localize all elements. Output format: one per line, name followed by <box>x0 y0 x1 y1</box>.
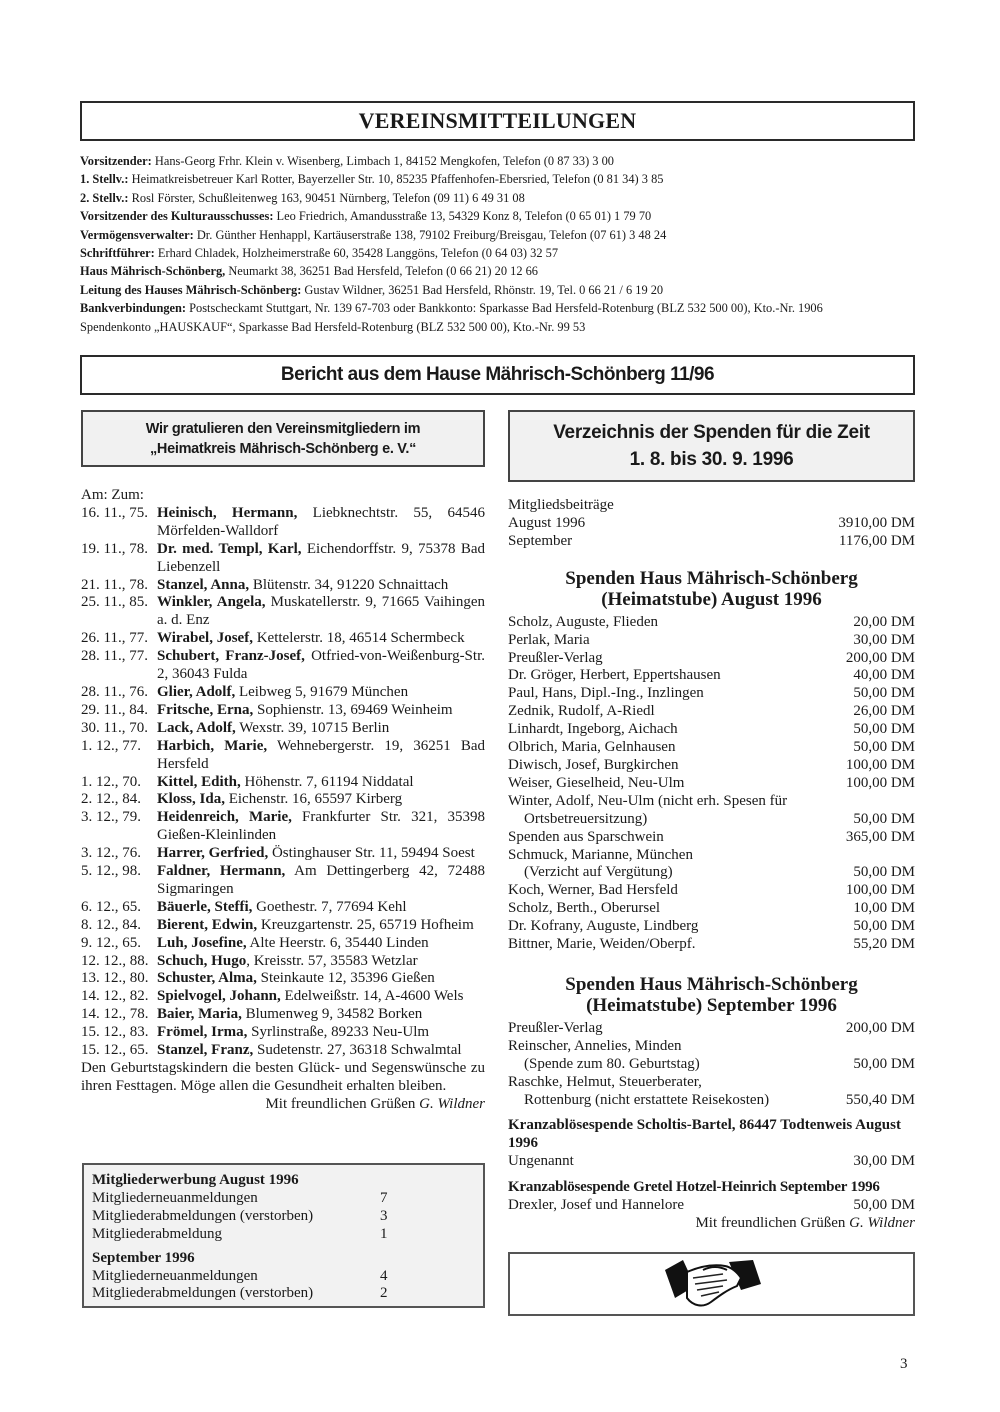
info-text: Spendenkonto „HAUSKAUF“, Sparkasse Bad Hersfeld-Rotenburg (BLZ 532 500 00), Kto.-Nr. 99 53 <box>80 319 586 334</box>
birthday-entry <box>81 774 485 792</box>
donation-row <box>508 703 915 721</box>
member-address: Eichendorffstr. 9, 75378 Bad Liebenzell <box>157 540 485 575</box>
birthday-date: 14. 12., 82. <box>81 988 149 1005</box>
birthday-entry <box>81 809 485 845</box>
handshake-illustration-box <box>508 1252 915 1316</box>
section-title-line1: Spenden Haus Mährisch-Schönberg <box>565 973 858 995</box>
member-address: Sophienstr. 13, 69469 Weinheim <box>253 701 453 718</box>
dues-title: Mitgliedsbeiträge <box>508 497 614 513</box>
member-address: Goethestr. 7, 77694 Kehl <box>252 898 407 915</box>
donation-label-cont: Rottenburg (nicht erstattete Reisekosten) <box>524 1091 770 1108</box>
birthday-date: 2. 12., 84. <box>81 791 141 808</box>
info-row <box>80 207 925 225</box>
birthday-entry <box>81 577 485 595</box>
donation-row <box>508 632 915 650</box>
section-title-line1: Spenden Haus Mährisch-Schönberg <box>565 567 858 589</box>
member-name: Dr. med. Templ, Karl, <box>157 540 302 557</box>
birthday-date: 14. 12., 78. <box>81 1006 149 1023</box>
donation-amount: 50,00 DM <box>853 918 915 935</box>
birthday-entry <box>81 917 485 935</box>
signature-prefix: Mit freundlichen Grüßen <box>695 1215 850 1231</box>
member-name: Harrer, Gerfried, <box>157 845 269 862</box>
donation-row-multiline <box>508 847 915 883</box>
donation-label: Bittner, Marie, Weiden/Oberpf. <box>508 936 696 953</box>
birthday-entry <box>81 505 485 541</box>
member-address: Alte Heerstr. 6, 35440 Linden <box>246 934 429 951</box>
birthday-date: 12. 12., 88. <box>81 952 149 969</box>
member-address: Blütenstr. 34, 91220 Schnaittach <box>249 576 449 593</box>
birthday-date: 13. 12., 80. <box>81 970 149 987</box>
donation-row <box>508 1020 915 1038</box>
info-label: 2. Stellv.: <box>80 190 129 205</box>
donation-label: Scholz, Auguste, Flieden <box>508 613 658 630</box>
birthday-date: 15. 12., 83. <box>81 1024 149 1041</box>
member-name: Faldner, Hermann, <box>157 863 286 880</box>
donation-amount: 200,00 DM <box>845 1019 915 1036</box>
birthday-list <box>81 487 485 1114</box>
birthday-date: 3. 12., 79. <box>81 809 141 826</box>
donation-row-multiline <box>508 1074 915 1110</box>
donation-label-cont: (Spende zum 80. Geburtstag) <box>524 1055 700 1072</box>
birthday-date: 28. 11., 77. <box>81 648 148 665</box>
info-label: Vorsitzender des Kulturausschusses: <box>80 209 274 224</box>
member-address: Eichenstr. 16, 65597 Kirberg <box>224 791 403 808</box>
birthday-entry <box>81 863 485 899</box>
membership-label: Mitgliederabmeldungen (verstorben) <box>92 1207 314 1224</box>
info-label: Schriftführer: <box>80 246 155 261</box>
birthday-date: 29. 11., 84. <box>81 701 148 718</box>
membership-august-title: Mitgliederwerbung August 1996 <box>92 1172 299 1188</box>
birthday-date: 5. 12., 98. <box>81 863 141 880</box>
donation-row <box>508 650 915 668</box>
member-address: Östinghauser Str. 11, 59494 Soest <box>268 845 475 862</box>
donation-label: Diwisch, Josef, Burgkirchen <box>508 756 679 773</box>
donation-label: September <box>508 532 573 549</box>
membership-row <box>92 1226 475 1244</box>
membership-value: 3 <box>380 1207 388 1224</box>
member-address: Wexstr. 39, 10715 Berlin <box>235 719 390 736</box>
report-title-box <box>80 355 915 395</box>
august-donations-title <box>508 568 915 610</box>
donation-label-cont: (Verzicht auf Vergütung) <box>524 864 673 881</box>
membership-row <box>92 1208 475 1226</box>
info-text: Leo Friedrich, Amandusstraße 13, 54329 Konz 8, Telefon (0 65 01) 1 79 70 <box>273 209 652 224</box>
member-name: Bäuerle, Steffi, <box>157 898 253 915</box>
donation-amount: 20,00 DM <box>853 613 915 630</box>
donation-amount: 50,00 DM <box>853 864 915 881</box>
donation-row <box>508 936 915 954</box>
member-name: Lack, Adolf, <box>157 719 236 736</box>
member-name: Luh, Josefine, <box>157 934 247 951</box>
birthday-entry <box>81 702 485 720</box>
info-label: Haus Mährisch-Schönberg, <box>80 264 226 279</box>
member-address: Sudetenstr. 27, 36318 Schwalmtal <box>253 1042 462 1059</box>
info-text: Hans-Georg Frhr. Klein v. Wisenberg, Limbach 1, 84152 Mengkofen, Telefon (0 87 33) 3 00 <box>151 154 614 168</box>
birthday-date: 16. 11., 75. <box>81 504 148 521</box>
membership-value: 1 <box>380 1225 388 1242</box>
section-title-line2: (Heimatstube) September 1996 <box>586 994 837 1016</box>
info-row <box>80 299 925 317</box>
member-name: Stanzel, Anna, <box>157 576 250 593</box>
member-name: Wirabel, Josef, <box>157 630 253 647</box>
donations-heading-line2: 1. 8. bis 30. 9. 1996 <box>629 449 794 470</box>
birthday-entry <box>81 791 485 809</box>
page-title: VEREINSMITTEILUNGEN <box>358 108 637 133</box>
member-address: Syrlinstraße, 89233 Neu-Ulm <box>247 1024 430 1041</box>
report-title: Bericht aus dem Hause Mährisch-Schönberg 11/96 <box>280 364 715 385</box>
donation-amount: 50,00 DM <box>853 721 915 738</box>
birthday-date: 6. 12., 65. <box>81 898 141 915</box>
info-row <box>80 318 925 336</box>
donation-label: Dr. Kofrany, Auguste, Lindberg <box>508 918 699 935</box>
info-label: Leitung des Hauses Mährisch-Schönberg: <box>80 282 302 297</box>
donation-amount: 50,00 DM <box>853 1197 915 1214</box>
donation-label: Raschke, Helmut, Steuerberater, <box>508 1073 702 1090</box>
membership-row <box>92 1190 475 1208</box>
birthday-entry <box>81 594 485 630</box>
kranz-donation-title-2: Kranzablösespende Gretel Hotzel-Heinrich September 1996 <box>508 1179 880 1196</box>
donation-amount: 50,00 DM <box>853 1055 915 1072</box>
member-name: Heidenreich, Marie, <box>157 809 292 826</box>
birthday-entry <box>81 970 485 988</box>
member-name: Heinisch, Hermann, <box>157 504 298 521</box>
donation-amount: 100,00 DM <box>845 756 915 773</box>
donation-row-multiline <box>508 793 915 829</box>
member-address: Otfried-von-Weißenburg-Str. 2, 36043 Fulda <box>157 648 485 683</box>
birthday-entry <box>81 720 485 738</box>
birthday-date: 1. 12., 77. <box>81 737 141 754</box>
donation-amount: 50,00 DM <box>853 810 915 827</box>
donation-amount: 40,00 DM <box>853 667 915 684</box>
congrats-heading-box <box>81 410 485 467</box>
birthday-entry <box>81 899 485 917</box>
birthday-entry <box>81 648 485 684</box>
member-name: Harbich, Marie, <box>157 737 268 754</box>
club-info <box>80 152 925 336</box>
birthday-date: 26. 11., 77. <box>81 630 148 647</box>
donation-row <box>508 900 915 918</box>
donation-row <box>508 685 915 703</box>
member-name: Kloss, Ida, <box>157 791 225 808</box>
congrats-heading-line1: Wir gratulieren den Vereinsmitgliedern im <box>145 420 421 437</box>
member-address: Kettelerstr. 18, 46514 Schermbeck <box>252 630 465 647</box>
donation-label: Reinscher, Annelies, Minden <box>508 1037 682 1054</box>
signature-name: G. Wildner <box>419 1095 485 1112</box>
donations-heading-line1: Verzeichnis der Spenden für die Zeit <box>553 422 870 443</box>
membership-label: Mitgliederneuanmeldungen <box>92 1189 258 1206</box>
donation-label: Zednik, Rudolf, A-Riedl <box>508 703 655 720</box>
member-address: Liebknechtstr. 55, 64546 Mörfelden-Walldorf <box>157 504 485 539</box>
member-name: Kittel, Edith, <box>157 773 241 790</box>
birthday-date: 15. 12., 65. <box>81 1042 149 1059</box>
donation-row <box>508 721 915 739</box>
member-address: Edelweißstr. 14, A-4600 Wels <box>280 988 464 1005</box>
donation-label: Linhardt, Ingeborg, Aichach <box>508 721 678 738</box>
birthday-entry <box>81 935 485 953</box>
membership-row <box>92 1268 475 1286</box>
birthday-date: 1. 12., 70. <box>81 773 141 790</box>
kranz-donation-title-1: Kranzablösespende Scholtis-Bartel, 86447 Todtenweis August 1996 <box>508 1117 901 1152</box>
member-name: Fritsche, Erna, <box>157 701 254 718</box>
info-text: Rosl Förster, Schußleitenweg 163, 90451 Nürnberg, Telefon (09 11) 6 49 31 08 <box>128 190 525 205</box>
congrats-heading-line2: „Heimatkreis Mährisch-Schönberg e. V.“ <box>149 440 417 457</box>
member-address: Leibweg 5, 91679 München <box>235 683 409 700</box>
birthday-date: 30. 11., 70. <box>81 719 148 736</box>
membership-stats-box <box>82 1163 485 1308</box>
birthday-date: 9. 12., 65. <box>81 934 141 951</box>
signature-name: G. Wildner <box>849 1215 915 1231</box>
donation-label: Weiser, Gieselheid, Neu-Ulm <box>508 774 685 791</box>
membership-value: 7 <box>380 1189 388 1206</box>
membership-september-title: September 1996 <box>92 1249 195 1266</box>
membership-label: Mitgliederabmeldung <box>92 1225 222 1242</box>
donation-amount: 30,00 DM <box>853 631 915 648</box>
member-name: Glier, Adolf, <box>157 683 236 700</box>
birthday-entry <box>81 541 485 577</box>
member-address: Höhenstr. 7, 61194 Niddatal <box>240 773 414 790</box>
donation-label: Drexler, Josef und Hannelore <box>508 1197 685 1214</box>
info-label: Vorsitzender: <box>80 154 152 168</box>
member-name: Baier, Maria, <box>157 1006 242 1023</box>
donation-amount: 200,00 DM <box>845 649 915 666</box>
donation-amount: 50,00 DM <box>853 685 915 702</box>
birthday-entry <box>81 684 485 702</box>
birthday-date: 3. 12., 76. <box>81 845 141 862</box>
member-name: Stanzel, Franz, <box>157 1042 254 1059</box>
signature-prefix: Mit freundlichen Grüßen <box>265 1095 420 1112</box>
donation-row <box>508 614 915 632</box>
donation-row <box>508 1153 915 1171</box>
donation-row <box>508 533 915 551</box>
membership-label: Mitgliederneuanmeldungen <box>92 1267 258 1284</box>
donation-label: Paul, Hans, Dipl.-Ing., Inzlingen <box>508 685 704 702</box>
membership-value: 2 <box>380 1285 388 1302</box>
birthday-entry <box>81 845 485 863</box>
donation-amount: 26,00 DM <box>853 703 915 720</box>
member-address: , Kreisstr. 57, 35583 Wetzlar <box>246 952 418 969</box>
member-address: Blumenweg 9, 34582 Borken <box>241 1006 423 1023</box>
member-address: Wehnebergerstr. 19, 36251 Bad Hersfeld <box>157 737 485 772</box>
donation-row <box>508 829 915 847</box>
info-row <box>80 262 925 280</box>
donation-label: Scholz, Berth., Oberursel <box>508 900 661 917</box>
member-name: Winkler, Angela, <box>157 594 266 611</box>
donation-label: Olbrich, Maria, Gelnhausen <box>508 739 676 756</box>
info-text: Heimatkreisbetreuer Karl Rotter, Bayerzeller Str. 10, 85235 Pfaffenhofen-Ebersried, Telefon (0 81 34) 3 85 <box>128 172 664 187</box>
donation-amount: 30,00 DM <box>853 1153 915 1170</box>
info-text: Dr. Günther Henhappl, Kartäuserstraße 138, 79102 Freiburg/Breisgau, Telefon (07 61) 3 48 24 <box>193 227 667 242</box>
page-title-box <box>80 101 915 141</box>
birthday-date: 21. 11., 78. <box>81 576 148 593</box>
info-label: Bankverbindungen: <box>80 301 187 316</box>
info-row <box>80 170 925 188</box>
info-row <box>80 152 925 170</box>
info-label: 1. Stellv.: <box>80 172 129 187</box>
september-donations-title <box>508 974 915 1016</box>
donation-label: Schmuck, Marianne, München <box>508 846 693 863</box>
birthday-entry <box>81 1042 485 1060</box>
birthday-date: 19. 11., 78. <box>81 540 148 557</box>
page-number: 3 <box>900 1356 908 1372</box>
donation-row <box>508 882 915 900</box>
member-name: Spielvogel, Johann, <box>157 988 281 1005</box>
birthday-date: 25. 11., 85. <box>81 594 148 611</box>
birthday-entry <box>81 1006 485 1024</box>
member-address: Kreuzgartenstr. 25, 65719 Hofheim <box>257 916 474 933</box>
birthday-entry <box>81 953 485 971</box>
member-name: Schuch, Hugo <box>157 952 247 969</box>
donation-label: Preußler-Verlag <box>508 649 603 666</box>
donations-list <box>508 497 915 1233</box>
member-name: Schubert, Franz-Josef, <box>157 648 305 665</box>
donation-row <box>508 775 915 793</box>
info-row <box>80 281 925 299</box>
donation-amount: 50,00 DM <box>853 739 915 756</box>
donation-label: Perlak, Maria <box>508 631 590 648</box>
donation-amount: 365,00 DM <box>845 828 915 845</box>
info-text: Postscheckamt Stuttgart, Nr. 139 67-703 oder Bankkonto: Sparkasse Bad Hersfeld-Rotenburg (BLZ 532 500 00), Kto.-Nr. 1906 <box>186 301 823 316</box>
membership-row <box>92 1285 475 1303</box>
signature <box>508 1215 915 1233</box>
membership-label: Mitgliederabmeldungen (verstorben) <box>92 1285 314 1302</box>
info-text: Erhard Chladek, Holzheimerstraße 60, 35428 Langgöns, Telefon (0 64 03) 32 57 <box>154 246 559 261</box>
donation-row <box>508 739 915 757</box>
donation-amount: 10,00 DM <box>853 900 915 917</box>
donation-amount: 1176,00 DM <box>838 532 915 549</box>
member-address: Am Dettingerberg 42, 72488 Sigmaringen <box>157 863 485 897</box>
info-row <box>80 244 925 262</box>
donation-amount: 55,20 DM <box>853 936 915 953</box>
birthday-entry <box>81 630 485 648</box>
birthday-entry <box>81 1024 485 1042</box>
member-address: Frankfurter Str. 321, 35398 Gießen-Kleinlinden <box>157 809 486 844</box>
info-row <box>80 189 925 207</box>
donation-label: Koch, Werner, Bad Hersfeld <box>508 882 678 899</box>
member-name: Frömel, Irma, <box>157 1024 248 1041</box>
donation-amount: 3910,00 DM <box>838 514 915 531</box>
birthday-list-header: Am: Zum: <box>81 487 144 503</box>
birthday-entry <box>81 738 485 774</box>
donation-row <box>508 757 915 775</box>
membership-value: 4 <box>380 1267 388 1284</box>
birthday-entry <box>81 988 485 1006</box>
section-title-line2: (Heimatstube) August 1996 <box>601 588 822 610</box>
donation-row <box>508 918 915 936</box>
birthday-closing-text: Den Geburtstagskindern die besten Glück- und Segenswünsche zu ihren Festtagen. Möge allen die Gesundheit erhalten bleiben. <box>81 1060 485 1094</box>
donation-amount: 100,00 DM <box>845 882 915 899</box>
member-name: Bierent, Edwin, <box>157 916 258 933</box>
signature <box>81 1096 485 1114</box>
info-row <box>80 226 925 244</box>
donation-label: Ungenannt <box>508 1153 574 1170</box>
donation-label: Winter, Adolf, Neu-Ulm (nicht erh. Spesen für <box>508 792 788 809</box>
donation-label: Dr. Gröger, Herbert, Eppertshausen <box>508 667 721 684</box>
donation-label-cont: Ortsbetreuersitzung) <box>524 810 648 827</box>
member-address: Steinkaute 12, 35396 Gießen <box>256 970 435 987</box>
donation-label: Preußler-Verlag <box>508 1019 603 1036</box>
info-text: Gustav Wildner, 36251 Bad Hersfeld, Rhönstr. 19, Tel. 0 66 21 / 6 19 20 <box>301 282 664 297</box>
donation-amount: 550,40 DM <box>845 1091 915 1108</box>
donation-row-multiline <box>508 1038 915 1074</box>
donation-row <box>508 1197 915 1215</box>
donation-amount: 100,00 DM <box>845 774 915 791</box>
birthday-date: 28. 11., 76. <box>81 683 148 700</box>
donation-row <box>508 667 915 685</box>
info-text: Neumarkt 38, 36251 Bad Hersfeld, Telefon (0 66 21) 20 12 66 <box>225 264 539 279</box>
donations-heading-box <box>508 410 915 482</box>
donation-row <box>508 515 915 533</box>
birthday-date: 8. 12., 84. <box>81 916 141 933</box>
info-label: Vermögensverwalter: <box>80 227 194 242</box>
handshake-icon <box>657 1256 767 1312</box>
donation-label: Spenden aus Sparschwein <box>508 828 664 845</box>
member-name: Schuster, Alma, <box>157 970 257 987</box>
donation-label: August 1996 <box>508 514 586 531</box>
member-address: Muskatellerstr. 9, 71665 Vaihingen a. d. Enz <box>157 594 485 629</box>
